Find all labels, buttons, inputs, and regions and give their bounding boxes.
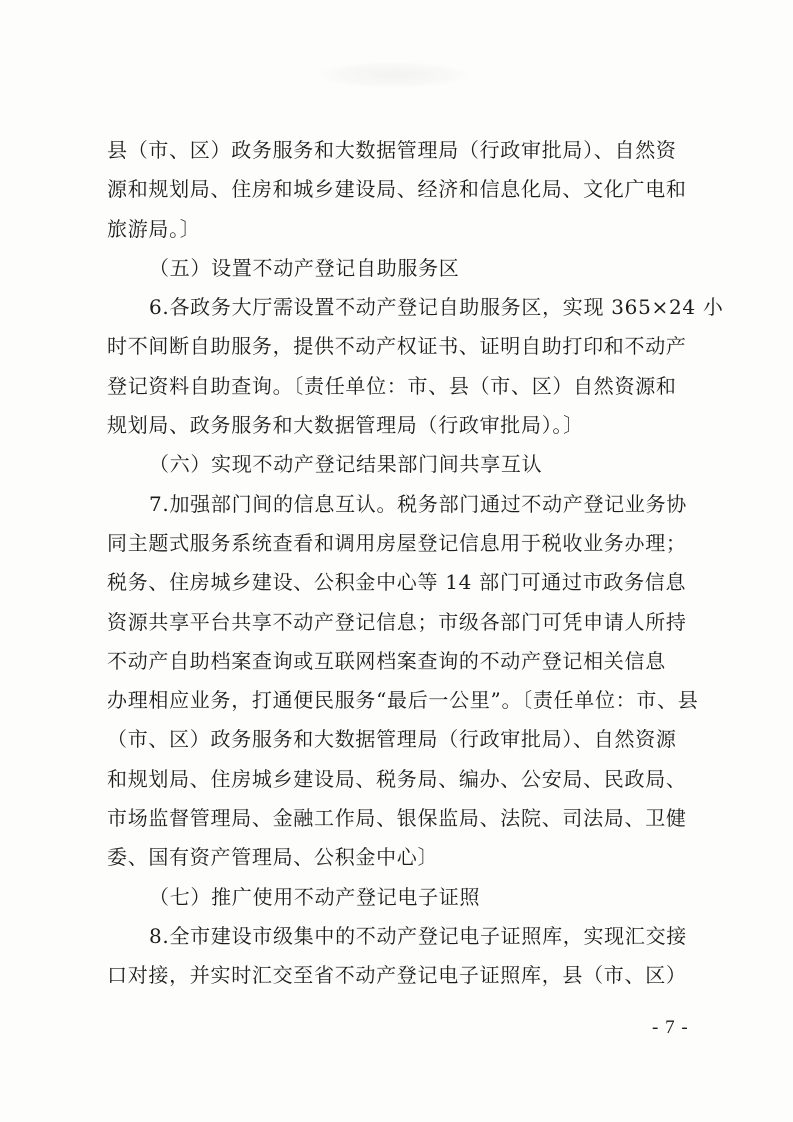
paragraph-line: 市场监督管理局、金融工作局、银保监局、法院、司法局、卫健 <box>107 806 687 831</box>
paragraph-line: 7.加强部门间的信息互认。税务部门通过不动产登记业务协 <box>149 491 687 516</box>
paragraph-line: 规划局、政务服务和大数据管理局（行政审批局）。〕 <box>107 413 584 438</box>
section-heading-5: （五）设置不动产登记自助服务区 <box>149 255 460 280</box>
paragraph-line: 8.全市建设市级集中的不动产登记电子证照库，实现汇交接 <box>149 923 687 948</box>
paragraph-line: 不动产自助档案查询或互联网档案查询的不动产登记相关信息 <box>107 648 666 673</box>
paragraph-line: 税务、住房城乡建设、公积金中心等 14 部门可通过市政务信息 <box>107 570 687 595</box>
section-heading-7: （七）推广使用不动产登记电子证照 <box>149 884 481 909</box>
paragraph-line: 时不间断自助服务，提供不动产权证书、证明自助打印和不动产 <box>107 334 687 359</box>
paragraph-line: 旅游局。〕 <box>107 216 201 241</box>
paragraph-line: 办理相应业务，打通便民服务“最后一公里”。〔责任单位：市、县 <box>107 688 699 713</box>
paragraph-line: 和规划局、住房城乡建设局、税务局、编办、公安局、民政局、 <box>107 766 687 791</box>
scan-smudge <box>318 62 468 88</box>
paragraph-line: 同主题式服务系统查看和调用房屋登记信息用于税收业务办理； <box>107 530 687 555</box>
paragraph-line: 登记资料自助查询。〔责任单位：市、县（市、区）自然资源和 <box>107 373 677 398</box>
paragraph-line: 委、国有资产管理局、公积金中心〕 <box>107 845 439 870</box>
paragraph-line: 资源共享平台共享不动产登记信息；市级各部门可凭申请人所持 <box>107 609 687 634</box>
section-heading-6: （六）实现不动产登记结果部门间共享互认 <box>149 452 543 477</box>
page-number: - 7 - <box>652 1017 689 1038</box>
paragraph-line: （市、区）政务服务和大数据管理局（行政审批局）、自然资源 <box>107 727 677 752</box>
paragraph-line: 源和规划局、住房和城乡建设局、经济和信息化局、文化广电和 <box>107 177 687 202</box>
body-text <box>107 131 724 996</box>
paragraph-line: 6.各政务大厅需设置不动产登记自助服务区，实现 365×24 小 <box>149 295 724 320</box>
paragraph-line: 口对接，并实时汇交至省不动产登记电子证照库，县（市、区） <box>107 963 687 988</box>
paragraph-line: 县（市、区）政务服务和大数据管理局（行政审批局）、自然资 <box>107 138 677 162</box>
